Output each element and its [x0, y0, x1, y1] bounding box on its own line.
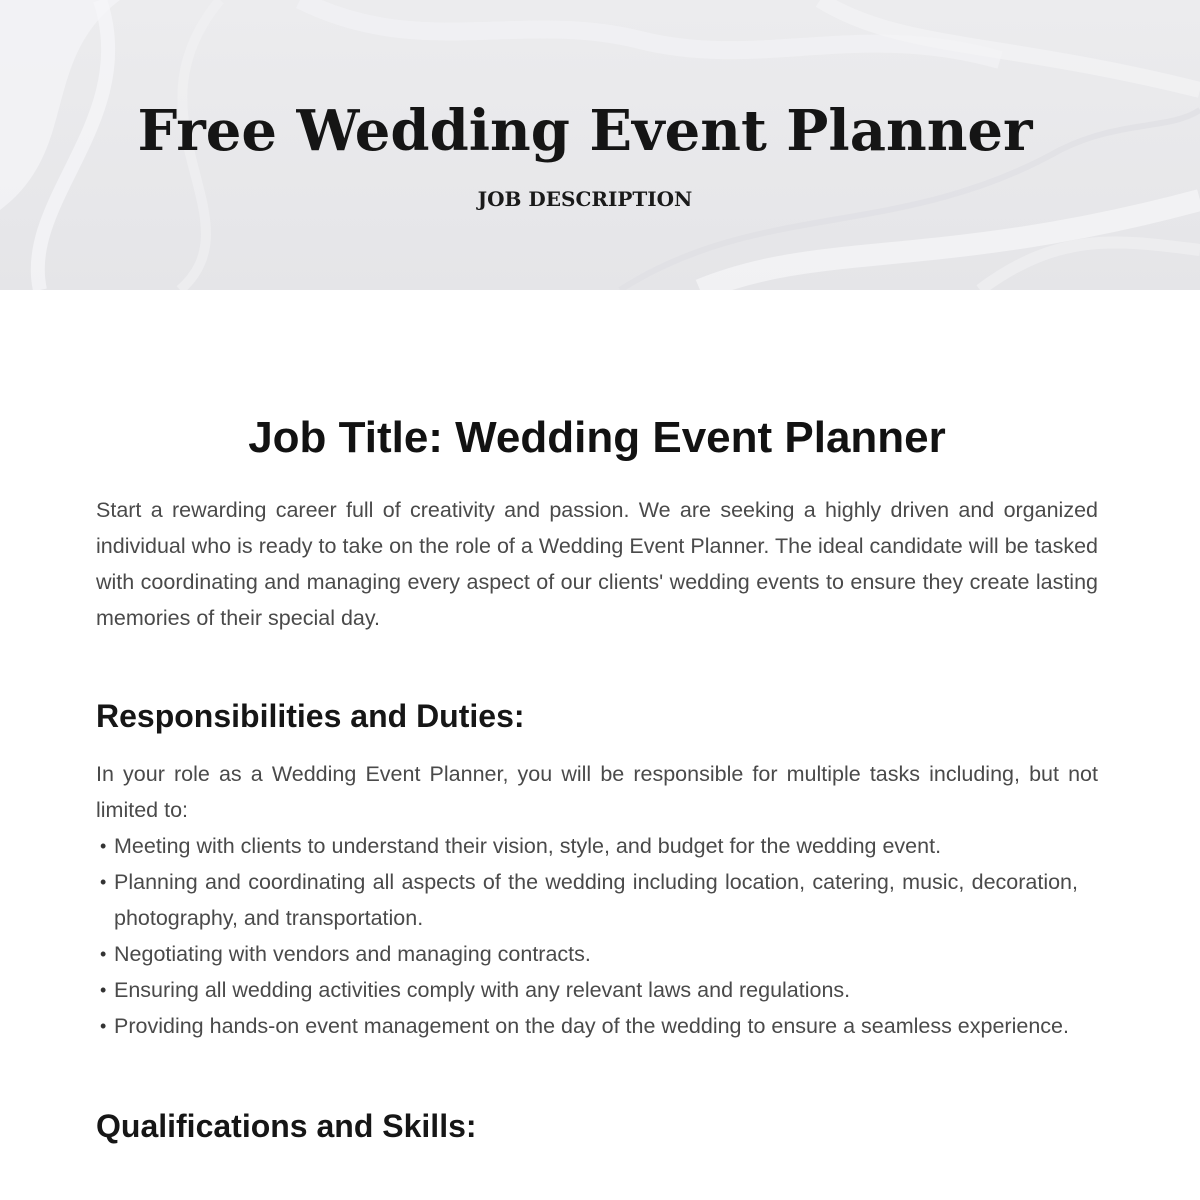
list-item-text: Providing hands-on event management on the day of the wedding to ensure a seamless experience. [114, 1014, 1069, 1038]
list-item-text: Planning and coordinating all aspects of the wedding including location, catering, music, decoration, photography, and transportation. [114, 870, 1078, 930]
document-subtitle: JOB DESCRIPTION [477, 187, 693, 211]
bullet-icon: • [100, 944, 107, 964]
list-item [96, 972, 1098, 1008]
list-item [96, 864, 1098, 936]
job-title-heading: Job Title: Wedding Event Planner [248, 413, 946, 462]
list-item [96, 828, 1098, 864]
bullet-icon: • [100, 872, 107, 892]
intro-paragraph: Start a rewarding career full of creativity and passion. We are seeking a highly driven and organized individual who is ready to take on the role of a Wedding Event Planner. The ideal candidate will be tasked with coordinating and managing every aspect of our clients' wedding events to ensure they create lasting memories of their special day. [96, 498, 1098, 630]
list-item [96, 1008, 1098, 1044]
list-item-text: Meeting with clients to understand their vision, style, and budget for the wedding event. [114, 834, 942, 858]
qualifications-heading: Qualifications and Skills: [96, 1108, 477, 1144]
responsibilities-heading: Responsibilities and Duties: [96, 698, 525, 734]
bullet-icon: • [100, 980, 107, 1000]
list-item-text: Ensuring all wedding activities comply with any relevant laws and regulations. [114, 978, 851, 1002]
responsibilities-lead: In your role as a Wedding Event Planner, you will be responsible for multiple tasks including, but not limited to: [96, 762, 1098, 822]
bullet-icon: • [100, 836, 107, 856]
bullet-icon: • [100, 1016, 107, 1036]
document-title: Free Wedding Event Planner [137, 98, 1033, 164]
header-banner [0, 0, 1200, 290]
list-item-text: Negotiating with vendors and managing contracts. [114, 942, 591, 966]
document-body [96, 410, 1098, 1146]
list-item [96, 936, 1098, 972]
duties-list [96, 828, 1098, 1044]
